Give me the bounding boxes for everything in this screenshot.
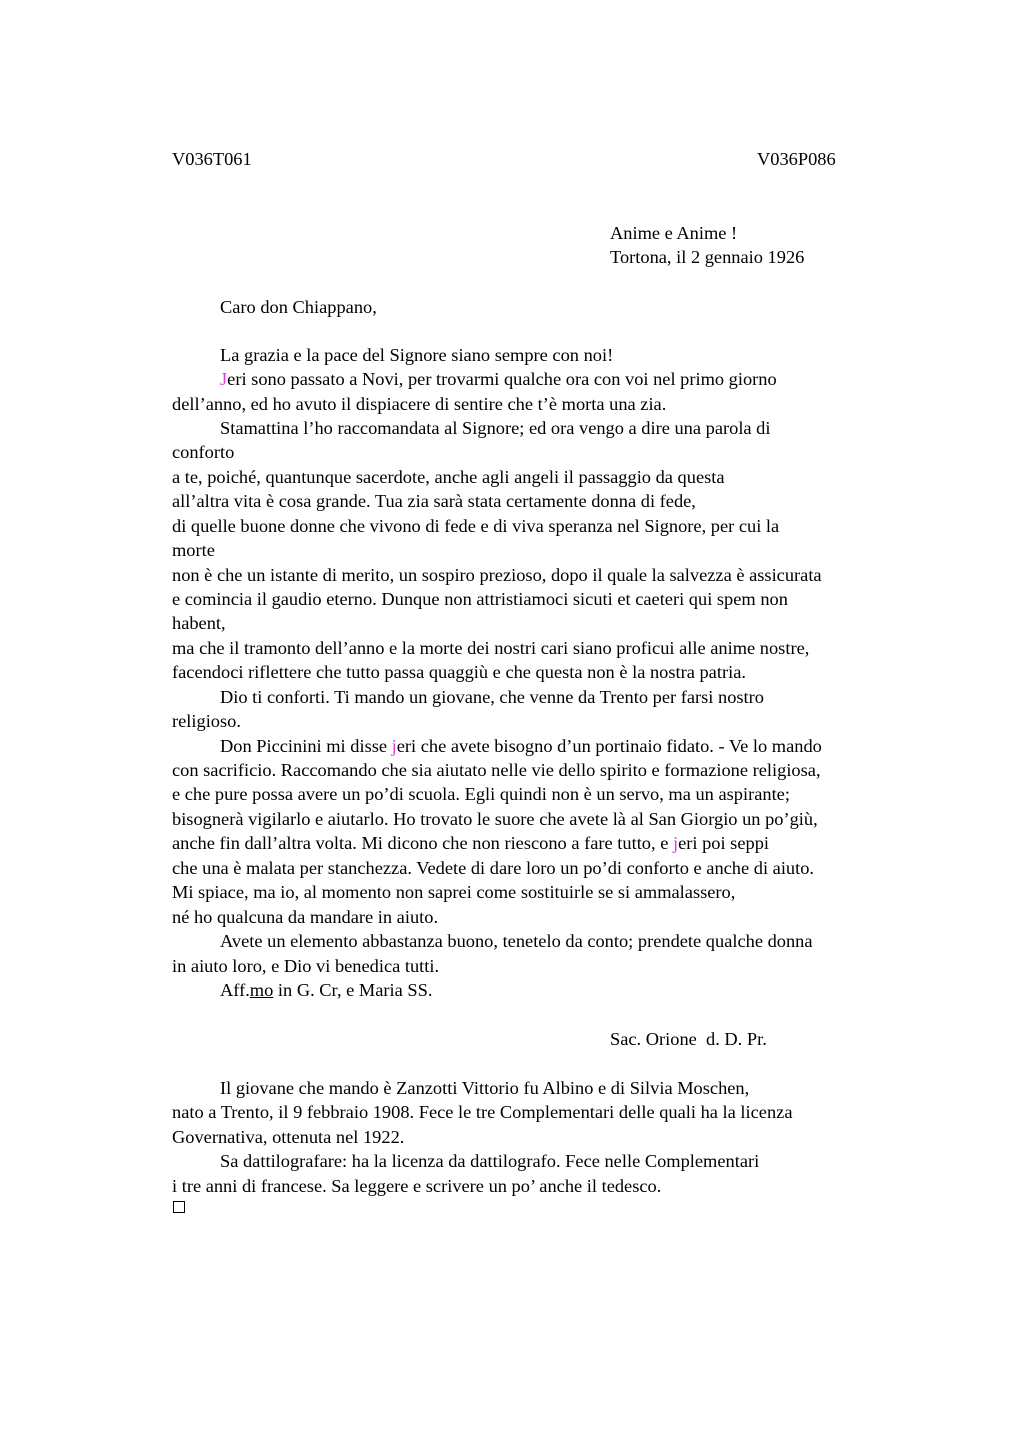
body-line: Stamattina l’ho raccomandata al Signore; ed ora vengo a dire una parola di (220, 418, 771, 438)
end-of-document-box-icon (173, 1201, 185, 1213)
postscript-line: Governativa, ottenuta nel 1922. (172, 1127, 405, 1147)
body-line: facendoci riflettere che tutto passa quaggiù e che questa non è la nostra patria. (172, 662, 746, 682)
postscript-line: Sa dattilografare: ha la licenza da dattilografo. Fece nelle Complementari (220, 1151, 760, 1171)
body-line: che una è malata per stanchezza. Vedete di dare loro un po’di conforto e anche di aiuto. (172, 858, 815, 878)
document-code-left: V036T061 (172, 149, 252, 169)
letter-signature: Sac. Orione d. D. Pr. (610, 1029, 767, 1049)
letter-place-date: Tortona, il 2 gennaio 1926 (610, 247, 805, 267)
postscript-line: Il giovane che mando è Zanzotti Vittorio fu Albino e di Silvia Moschen, (220, 1078, 750, 1098)
document-code-right: V036P086 (757, 149, 836, 169)
body-line: La grazia e la pace del Signore siano sempre con noi! (220, 345, 614, 365)
body-line: bisognerà vigilarlo e aiutarlo. Ho trovato le suore che avete là al San Giorgio un po’giù, (172, 809, 818, 829)
body-line: dell’anno, ed ho avuto il dispiacere di sentire che t’è morta una zia. (172, 394, 667, 414)
body-line-text: in G. Cr, e Maria SS. (273, 980, 433, 1000)
body-line-text: Don Piccinini mi disse (220, 736, 392, 756)
body-line: morte (172, 540, 215, 560)
letter-salutation: Caro don Chiappano, (220, 297, 377, 317)
body-line-text: eri sono passato a Novi, per trovarmi qualche ora con voi nel primo giorno (227, 369, 777, 389)
body-line: conforto (172, 442, 235, 462)
letter-title: Anime e Anime ! (610, 223, 738, 243)
body-line-text: anche fin dall’altra volta. Mi dicono che non riescono a fare tutto, e (172, 833, 673, 853)
postscript-line: nato a Trento, il 9 febbraio 1908. Fece le tre Complementari delle quali ha la licenza (172, 1102, 793, 1122)
body-line: non è che un istante di merito, un sospiro prezioso, dopo il quale la salvezza è assicurata (172, 565, 822, 585)
body-line: con sacrificio. Raccomando che sia aiutato nelle vie dello spirito e formazione religiosa, (172, 760, 821, 780)
body-line: religioso. (172, 711, 241, 731)
body-line: ma che il tramonto dell’anno e la morte dei nostri cari siano proficui alle anime nostre, (172, 638, 810, 658)
postscript-line: i tre anni di francese. Sa leggere e scrivere un po’ anche il tedesco. (172, 1176, 662, 1196)
body-line: Mi spiace, ma io, al momento non saprei come sostituirle se si ammalassero, (172, 882, 736, 902)
body-line: e che pure possa avere un po’di scuola. Egli quindi non è un servo, ma un aspirante; (172, 784, 790, 804)
underlined-abbreviation: mo (249, 980, 274, 1000)
body-line (220, 735, 822, 757)
body-line: in aiuto loro, e Dio vi benedica tutti. (172, 956, 440, 976)
body-line: di quelle buone donne che vivono di fede e di viva speranza nel Signore, per cui la (172, 516, 780, 536)
body-line: all’altra vita è cosa grande. Tua zia sarà stata certamente donna di fede, (172, 491, 696, 511)
body-line-text: eri poi seppi (678, 833, 770, 853)
body-line (220, 368, 777, 390)
highlighted-letter: j (391, 736, 397, 756)
highlighted-letter: J (220, 369, 228, 389)
body-line-text: Aff. (220, 980, 250, 1000)
body-line: Avete un elemento abbastanza buono, tenetelo da conto; prendete qualche donna (220, 931, 813, 951)
body-line (172, 832, 769, 854)
body-line: a te, poiché, quantunque sacerdote, anche agli angeli il passaggio da questa (172, 467, 725, 487)
highlighted-letter: j (672, 833, 679, 853)
body-line: e comincia il gaudio eterno. Dunque non attristiamoci sicuti et caeteri qui spem non (172, 589, 788, 609)
body-line: habent, (172, 613, 226, 633)
body-line-text: eri che avete bisogno d’un portinaio fidato. - Ve lo mando (396, 736, 822, 756)
body-line: Dio ti conforti. Ti mando un giovane, che venne da Trento per farsi nostro (220, 687, 764, 707)
body-line: né ho qualcuna da mandare in aiuto. (172, 907, 439, 927)
body-line (220, 979, 432, 1001)
